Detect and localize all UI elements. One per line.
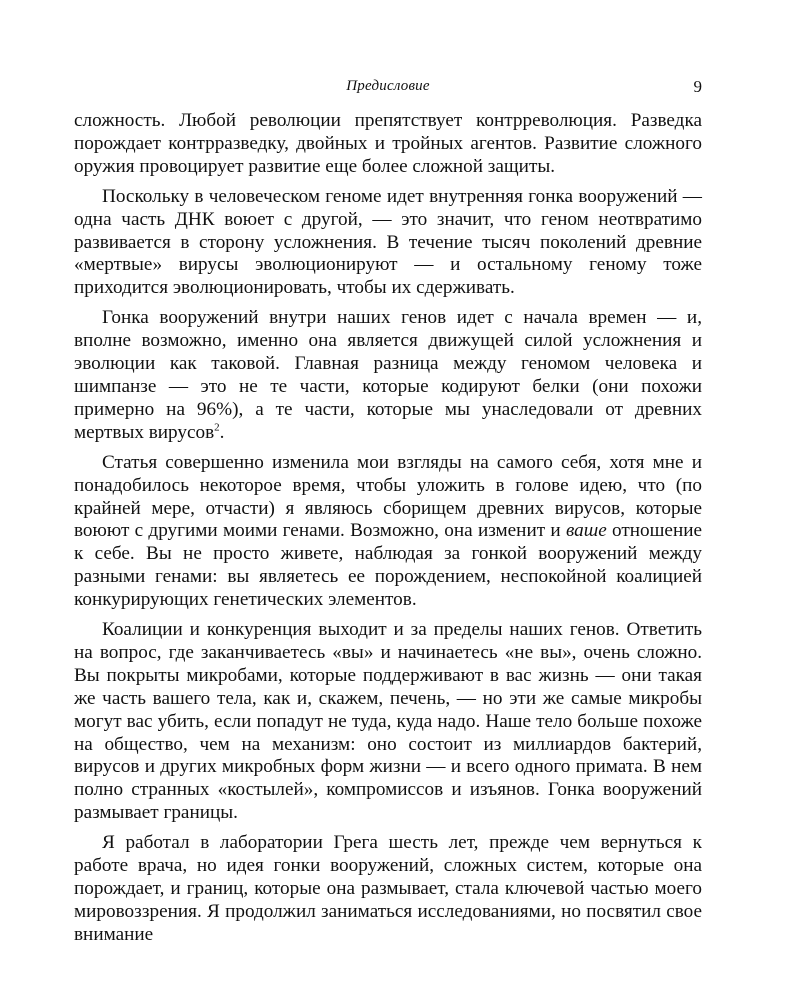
footnote-marker: 2 [214, 421, 220, 434]
paragraph-4-text-after: отношение к себе. Вы не просто живете, наблюдая за гонкой вооружений между разными генами: вы являетесь ее порождением, неспокойной коалицией конкурирующих генетических элементов. [74, 520, 702, 611]
body-text [74, 110, 702, 954]
paragraph-2 [74, 186, 702, 301]
paragraph-4-text-before: Статья совершенно изменила мои взгляды на самого себя, хотя мне и понадобилось некоторое время, чтобы уложить в голове идею, что (по крайней мере, отчасти) я являюсь сборищем древних вирусов, которые воюют с другими моими генами. Возможно, она изменит и [74, 451, 702, 542]
paragraph-3-text: Гонка вооружений внутри наших генов идет с начала времен — и, вполне возможно, именно она является движущей силой усложнения и эволюции как таковой. Главная разница между геномом человека и шимпанзе — это не те части, которые кодируют белки (они похожи примерно на 96%), а те части, которые мы унаследовали от древних мертвых вирусов [74, 307, 702, 443]
running-title: Предисловие [346, 78, 430, 94]
paragraph-3-tail: . [219, 421, 225, 443]
running-head [74, 78, 702, 102]
paragraph-4 [74, 452, 702, 612]
paragraph-5 [74, 619, 702, 825]
paragraph-6 [74, 832, 702, 947]
paragraph-4-emphasis: ваше [565, 520, 607, 542]
page-number: 9 [693, 77, 702, 96]
paragraph-1-text: сложность. Любой революции препятствует контрреволюция. Разведка порождает контрразведку, двойных и тройных агентов. Развитие сложного оружия провоцирует развитие еще более сложной защиты. [74, 110, 702, 177]
paragraph-6-text: Я работал в лаборатории Грега шесть лет, прежде чем вернуться к работе врача, но идея гонки вооружений, сложных систем, которые она порождает, и границ, которые она размывает, стала ключевой частью моего мировоззрения. Я продолжил заниматься исследованиями, но посвятил свое внимание [74, 832, 702, 945]
paragraph-2-text: Поскольку в человеческом геноме идет внутренняя гонка вооружений — одна часть ДНК воюет с другой, — это значит, что геном неотвратимо развивается в сторону усложнения. В течение тысяч поколений древние «мертвые» вирусы эволюционируют — и остальному геному тоже приходится эволюционировать, чтобы их сдерживать. [74, 185, 702, 299]
paragraph-5-text: Коалиции и конкуренция выходит и за пределы наших генов. Ответить на вопрос, где заканчиваетесь «вы» и начинаетесь «не вы», очень сложно. Вы покрыты микробами, которые поддерживают в вас жизнь — они такая же часть вашего тела, как и, скажем, печень, — но эти же самые микробы могут вас убить, если попадут не туда, куда надо. Наше тело больше похоже на общество, чем на механизм: оно состоит из миллиардов бактерий, вирусов и других микробных форм жизни — и всего одного примата. В нем полно странных «костылей», компромиссов и изъянов. Гонка вооружений размывает границы. [74, 619, 702, 824]
paragraph-3 [74, 307, 702, 444]
paragraph-1 [74, 110, 702, 179]
